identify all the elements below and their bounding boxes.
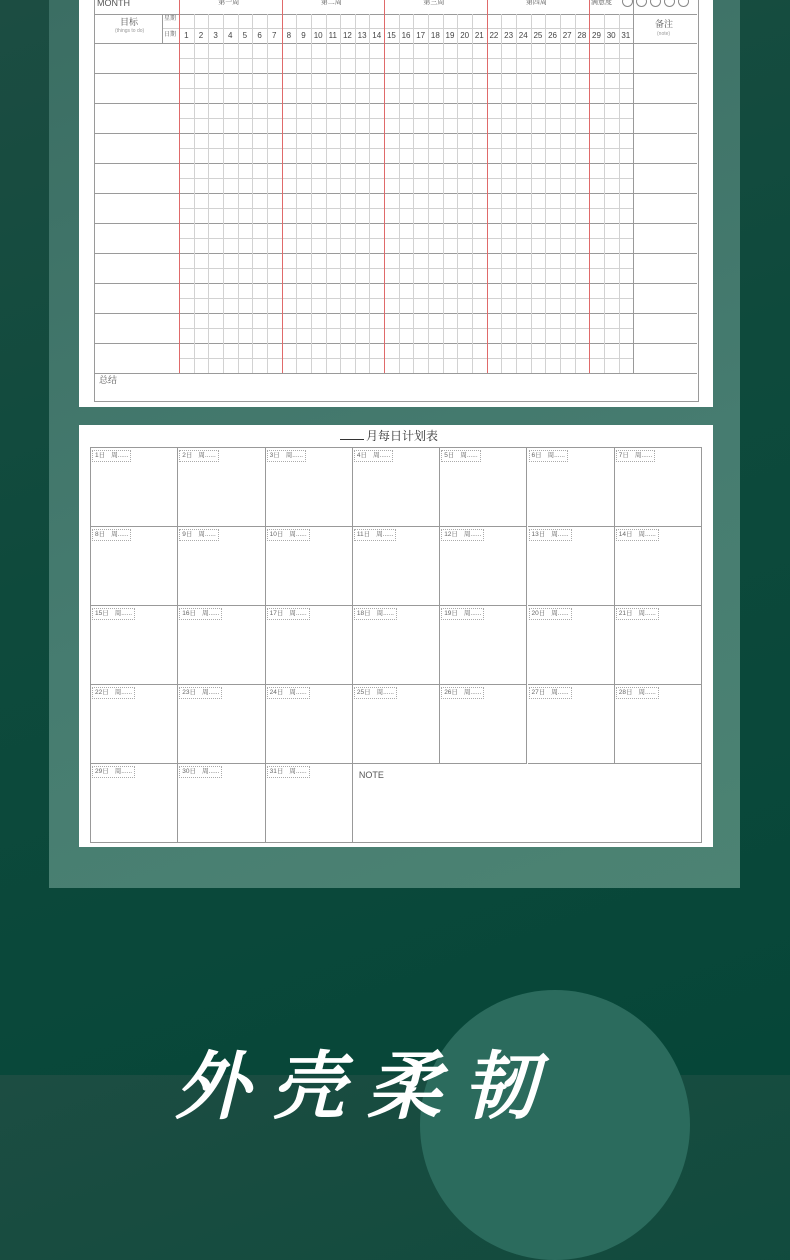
tracker-gridline [179, 238, 633, 239]
day-number: 14 [372, 31, 382, 40]
planner-title [340, 427, 438, 444]
week-divider [384, 0, 385, 373]
weekday-blank: ...... [383, 610, 394, 617]
tracker-gridline [179, 208, 633, 209]
tracker-gridline [223, 14, 224, 373]
weekday-blank: ...... [470, 689, 482, 696]
tracker-gridline [238, 14, 239, 373]
day-number: 21 [474, 31, 484, 40]
weekday-blank: ...... [121, 610, 133, 617]
weekday-prefix: 周 [114, 768, 122, 775]
tracker-gridline [179, 178, 633, 179]
day-cell[interactable] [353, 685, 440, 764]
day-label: 18日 [356, 610, 371, 617]
day-cell[interactable] [91, 527, 178, 606]
tracker-frame [94, 0, 699, 402]
tracker-gridline [501, 14, 502, 373]
tracker-gridline [575, 14, 576, 373]
day-number: 16 [401, 31, 411, 40]
day-number: 9 [301, 31, 306, 40]
tracker-gridline [179, 358, 633, 359]
tracker-gridline [267, 14, 268, 373]
weekday-prefix: 周 [638, 531, 646, 538]
tracker-gridline [413, 14, 414, 373]
day-number: 12 [342, 31, 352, 40]
week-3-label: 第三周 [423, 0, 445, 6]
day-number: 28 [577, 31, 587, 40]
week-divider [179, 0, 180, 373]
weekday-prefix: 周 [463, 689, 471, 696]
week-1-label: 第一周 [218, 0, 240, 6]
tracker-gridline [531, 14, 532, 373]
day-number: 15 [386, 31, 396, 40]
day-tag [179, 608, 222, 620]
week-4-label: 第四周 [525, 0, 547, 6]
day-label: 5日 [444, 452, 455, 459]
weekday-prefix: 周 [551, 689, 558, 696]
tracker-rule [94, 193, 697, 194]
habit-tracker [94, 0, 699, 403]
day-number: 5 [242, 31, 248, 40]
tracker-gridline [179, 148, 633, 149]
day-number: 3 [213, 31, 218, 40]
day-label: 8日 [95, 531, 106, 538]
tracker-gridline [560, 14, 561, 373]
week-divider [282, 0, 283, 373]
day-tag [354, 687, 397, 699]
day-number: 27 [562, 31, 572, 40]
tracker-rule [94, 133, 697, 134]
day-tag [92, 766, 135, 778]
tracker-gridline [194, 14, 195, 373]
weekday-prefix: 周 [202, 768, 209, 775]
weekday-prefix: 周 [198, 531, 205, 538]
day-number: 23 [504, 31, 514, 40]
day-cell[interactable] [353, 448, 440, 527]
day-label: 3日 [269, 452, 280, 459]
goal-sublabel: (things to do) [115, 28, 145, 34]
tracker-rule [94, 73, 697, 74]
weekday-blank: ...... [466, 452, 478, 459]
tracker-rule [94, 103, 697, 104]
note-area[interactable] [353, 764, 701, 843]
day-tag [267, 766, 310, 778]
day-cell[interactable] [528, 448, 615, 527]
day-cell[interactable] [440, 606, 527, 685]
weekday-blank: ...... [204, 452, 216, 459]
weekday-blank: ...... [117, 531, 129, 538]
day-number: 10 [313, 31, 323, 40]
day-number: 31 [621, 31, 631, 40]
day-cell[interactable] [178, 764, 265, 843]
tracker-gridline [369, 14, 370, 373]
tracker-rule [94, 163, 697, 164]
month-blank[interactable] [340, 429, 364, 440]
tracker-gridline [179, 58, 633, 59]
day-label: 14日 [618, 531, 633, 538]
tracker-gridline [355, 14, 356, 373]
weekday-blank: ...... [641, 452, 653, 459]
weekday-blank: ...... [121, 689, 133, 696]
day-label: 15日 [95, 610, 109, 617]
day-cell[interactable] [91, 764, 178, 843]
tracker-gridline [296, 14, 297, 373]
day-cell[interactable] [440, 527, 527, 606]
weekday-prefix: 周 [460, 452, 467, 459]
day-tag [92, 687, 135, 699]
day-cell[interactable] [266, 685, 353, 764]
tracker-gridline [326, 14, 327, 373]
weekday-prefix: 周 [376, 689, 384, 696]
day-label: 13日 [531, 531, 546, 538]
day-tag [354, 608, 397, 620]
weekday-blank: ...... [470, 610, 482, 617]
day-number: 22 [489, 31, 499, 40]
weekday-blank: ...... [117, 452, 129, 459]
week-2-label: 第二周 [320, 0, 342, 6]
weekday-blank: ...... [208, 768, 220, 775]
note-sublabel: (note) [657, 31, 671, 37]
tracker-gridline [179, 88, 633, 89]
weekday-prefix: 周 [638, 610, 646, 617]
day-label: 30日 [182, 768, 197, 775]
day-cell[interactable] [615, 685, 702, 764]
day-label: 22日 [95, 689, 109, 696]
note-area-label: NOTE [358, 770, 384, 780]
day-tag [92, 608, 135, 620]
weekday-blank: ...... [645, 531, 656, 538]
weekday-blank: ...... [557, 531, 569, 538]
day-label: 25日 [356, 689, 371, 696]
day-tag [354, 450, 393, 462]
tracker-rule [94, 373, 697, 374]
tracker-rule [94, 14, 697, 15]
day-label: 9日 [182, 531, 193, 538]
weekday-prefix: 周 [463, 531, 471, 538]
weekday-blank: ...... [208, 610, 220, 617]
day-tag [441, 529, 484, 541]
day-number: 17 [416, 31, 426, 40]
tracker-gridline [443, 14, 444, 373]
day-tag [529, 529, 572, 541]
weekday-prefix: 周 [202, 610, 209, 617]
tracker-gridline [428, 14, 429, 373]
weekday-prefix: 周 [634, 452, 642, 459]
weekday-prefix: 周 [289, 689, 296, 696]
weekday-prefix: 周 [114, 689, 122, 696]
banner-text: 外壳柔韧 [175, 1044, 559, 1130]
day-tag [92, 450, 131, 462]
day-number: 11 [328, 31, 337, 40]
tracker-gridline [179, 268, 633, 269]
tracker-gridline [619, 14, 620, 373]
weekday-prefix: 周 [638, 689, 646, 696]
tracker-gridline [545, 14, 546, 373]
day-tag [616, 450, 655, 462]
day-number: 7 [271, 31, 277, 40]
day-tag [529, 687, 572, 699]
weekday-prefix: 周 [373, 452, 380, 459]
day-tag [267, 529, 310, 541]
weekday-prefix: 周 [198, 452, 205, 459]
day-tag [267, 608, 310, 620]
day-cell[interactable] [178, 527, 265, 606]
weekday-blank: ...... [557, 689, 569, 696]
weekday-prefix: 周 [285, 452, 293, 459]
day-tag [441, 687, 484, 699]
day-tag [179, 766, 222, 778]
day-number: 24 [518, 31, 528, 40]
day-cell[interactable] [178, 606, 265, 685]
day-tag [267, 450, 306, 462]
day-cell[interactable] [615, 448, 702, 527]
week-divider [589, 0, 590, 373]
tracker-gridline [399, 14, 400, 373]
tracker-rule [633, 0, 634, 373]
day-tag [616, 687, 659, 699]
weekday-prefix: 周 [114, 610, 122, 617]
day-label: 1日 [95, 452, 106, 459]
weekday-blank: ...... [383, 689, 394, 696]
goal-label: 目标 [120, 17, 139, 27]
month-label: MONTH [97, 0, 130, 8]
day-label: 29日 [95, 768, 109, 775]
weekday-blank: ...... [557, 610, 569, 617]
day-tag [354, 529, 397, 541]
day-number: 29 [592, 31, 601, 40]
weekday-prefix: 周 [202, 689, 209, 696]
day-tag [616, 529, 659, 541]
tracker-gridline [472, 14, 473, 373]
day-label: 10日 [269, 531, 284, 538]
day-label: 23日 [182, 689, 197, 696]
planner-calendar [90, 447, 702, 843]
day-cell[interactable] [353, 527, 440, 606]
day-cell[interactable] [266, 764, 353, 843]
day-cell[interactable] [266, 606, 353, 685]
day-cell[interactable] [266, 527, 353, 606]
day-cell[interactable] [91, 448, 178, 527]
weekday-blank: ...... [292, 452, 304, 459]
day-cell[interactable] [615, 606, 702, 685]
day-label: 31日 [269, 768, 284, 775]
day-label: 28日 [618, 689, 633, 696]
day-tag [179, 529, 218, 541]
weekday-prefix: 周 [289, 610, 296, 617]
day-cell[interactable] [91, 685, 178, 764]
day-tag [179, 687, 222, 699]
day-label: 7日 [618, 452, 629, 459]
weekday-prefix: 周 [111, 531, 118, 538]
weekday-prefix: 周 [111, 452, 118, 459]
tracker-rule [94, 223, 697, 224]
satisfaction-label: 满意度 [591, 0, 612, 6]
day-cell[interactable] [528, 606, 615, 685]
day-number: 1 [184, 31, 189, 40]
day-label: 20日 [531, 610, 546, 617]
day-label: 17日 [269, 610, 284, 617]
day-tag [529, 450, 568, 462]
tracker-rule [94, 43, 697, 44]
day-number: 8 [286, 31, 292, 40]
day-number: 18 [430, 31, 440, 40]
day-label: 2日 [182, 452, 193, 459]
day-number: 19 [445, 31, 455, 40]
day-label: 27日 [531, 689, 546, 696]
tracker-gridline [457, 14, 458, 373]
weekday-blank: ...... [470, 531, 482, 538]
weekday-prefix: 周 [376, 610, 384, 617]
weekday-prefix: 周 [463, 610, 471, 617]
tracker-gridline [162, 28, 633, 29]
day-label: 19日 [444, 610, 458, 617]
day-tag [441, 608, 484, 620]
day-number: 2 [198, 31, 204, 40]
day-cell[interactable] [266, 448, 353, 527]
weekday-blank: ...... [295, 610, 307, 617]
tracker-rule [94, 313, 697, 314]
tracker-rule [162, 14, 163, 43]
day-tag [92, 529, 131, 541]
weekday-label: 星期 [164, 16, 177, 22]
day-cell[interactable] [615, 527, 702, 606]
summary-label: 总结 [99, 375, 118, 385]
weekday-prefix: 周 [376, 531, 383, 538]
day-label: 6日 [531, 452, 542, 459]
weekday-blank: ...... [295, 768, 307, 775]
tracker-gridline [208, 14, 209, 373]
day-label: 24日 [269, 689, 284, 696]
tracker-gridline [516, 14, 517, 373]
weekday-prefix: 周 [289, 531, 296, 538]
tracker-gridline [604, 14, 605, 373]
day-number: 20 [460, 31, 470, 40]
weekday-blank: ...... [382, 531, 394, 538]
day-label: 26日 [444, 689, 458, 696]
day-number: 30 [606, 31, 616, 40]
tracker-gridline [340, 14, 341, 373]
day-tag [179, 450, 218, 462]
tracker-gridline [179, 118, 633, 119]
day-label: 21日 [618, 610, 633, 617]
day-number: 4 [228, 31, 233, 40]
tracker-rule [94, 253, 697, 254]
tracker-gridline [311, 14, 312, 373]
planner-title-text: 月每日计划表 [366, 429, 439, 443]
day-cell[interactable] [353, 606, 440, 685]
day-tag [616, 608, 659, 620]
day-tag [267, 687, 310, 699]
week-divider [487, 0, 488, 373]
day-number: 13 [357, 31, 367, 40]
day-number: 25 [533, 31, 543, 40]
weekday-blank: ...... [554, 452, 565, 459]
weekday-prefix: 周 [547, 452, 555, 459]
day-cell[interactable] [528, 685, 615, 764]
tracker-rule [94, 343, 697, 344]
day-cell[interactable] [440, 448, 527, 527]
weekday-prefix: 周 [551, 610, 558, 617]
weekday-blank: ...... [295, 689, 307, 696]
day-cell[interactable] [91, 606, 178, 685]
day-tag [441, 450, 480, 462]
weekday-blank: ...... [379, 452, 391, 459]
tracker-rule [94, 283, 697, 284]
weekday-blank: ...... [645, 610, 656, 617]
tracker-gridline [179, 298, 633, 299]
weekday-blank: ...... [295, 531, 307, 538]
day-cell[interactable] [440, 685, 527, 764]
day-label: 12日 [444, 531, 458, 538]
weekday-blank: ...... [208, 689, 220, 696]
weekday-prefix: 周 [551, 531, 558, 538]
weekday-blank: ...... [204, 531, 216, 538]
day-cell[interactable] [178, 448, 265, 527]
tracker-gridline [179, 328, 633, 329]
day-label: 11日 [356, 531, 371, 538]
day-number: 6 [257, 31, 262, 40]
date-label: 日期 [164, 32, 177, 38]
day-label: 16日 [182, 610, 197, 617]
weekday-blank: ...... [121, 768, 133, 775]
tracker-gridline [252, 14, 253, 373]
day-cell[interactable] [178, 685, 265, 764]
note-label: 备注 [655, 19, 674, 29]
weekday-prefix: 周 [289, 768, 296, 775]
day-cell[interactable] [528, 527, 615, 606]
weekday-blank: ...... [645, 689, 656, 696]
day-label: 4日 [356, 452, 368, 459]
day-tag [529, 608, 572, 620]
day-number: 26 [548, 31, 557, 40]
